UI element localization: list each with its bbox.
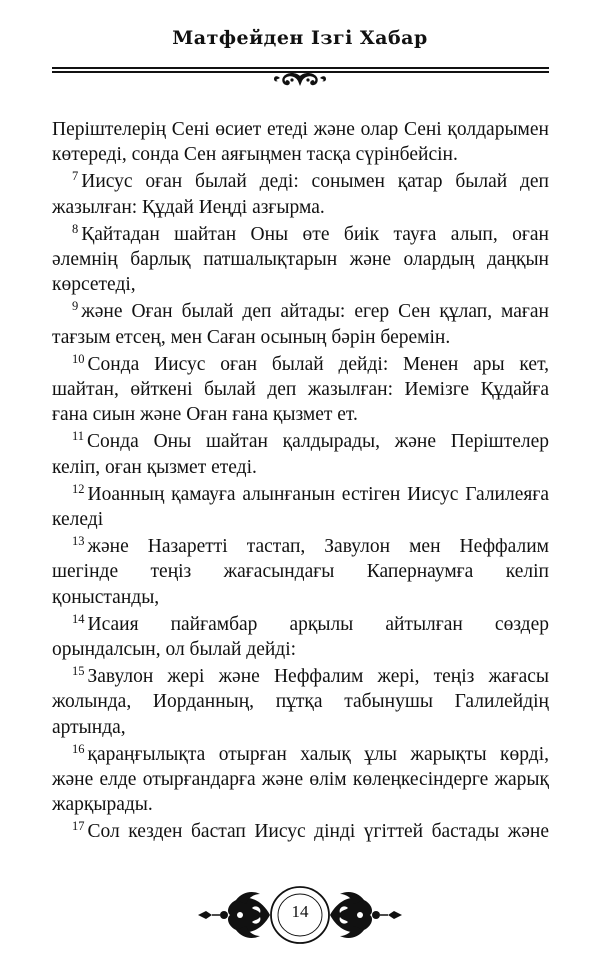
verse-text: Исаия пайғамбар арқылы айтылған сөздер орындалсын, ол былай дейді: [52,613,549,661]
verse-number: 8 [72,221,79,236]
verse-text: Завулон жері және Неффалим жері, теңіз жағасы жолында, Иорданның, пұтқа табынушы Галилейдің артында, [52,666,549,738]
verse-15 [52,664,549,740]
verse-text: Сол кезден бастап Иисус дінді үгіттей бастады және [87,821,549,843]
verse-11 [52,429,549,479]
verse-number: 7 [72,169,79,184]
verse-text: Сонда Иисус оған былай дейді: Менен ары кет, шайтан, өйткені былай деп жазылған: Иемізге Құдайға ғана сиын және Оған ғана қызмет ет. [52,353,549,426]
verse-number: 10 [72,351,85,366]
verse-text: Иисус оған былай деді: сонымен қатар былай деп жазылған: Құдай Иеңді азғырма. [52,171,549,218]
verse-17 [52,819,549,844]
verse-14 [52,612,549,662]
verse-number: 15 [72,664,85,679]
verse-13 [52,534,549,610]
page-number: 14 [291,902,309,921]
verse-continuation: Періштелерің Сені өсиет етеді және олар Сені қолдарымен көтереді, сонда Сен аяғыңмен тасқа сүрінбейсін. [52,119,549,166]
header-rule-top [52,67,549,69]
verse-text: Қайтадан шайтан Оны өте биік тауға алып, оған әлемнің барлық патшалықтарын және олардың даңқын көрсетеді, [52,223,549,296]
page-footer [190,880,410,950]
running-header-title: Матфейден Ізгі Хабар [172,27,428,49]
floral-divider-ornament-icon [270,70,330,90]
verse-number: 12 [72,481,85,496]
verse-text: және Назаретті тастап, Завулон мен Неффалим шегінде теңіз жағасындағы Капернаумға келіп қоныстанды, [52,536,549,608]
scripture-text [52,117,549,847]
verse-7 [52,169,549,219]
verse-number: 17 [72,819,85,834]
verse-9 [52,299,549,349]
verse-text: және Оған былай деп айтады: егер Сен құлап, маған тағзым етсең, мен Саған осының бәрін беремін. [52,301,549,348]
verse-number: 16 [72,741,85,756]
verse-number: 11 [72,429,85,444]
verse-12 [52,482,549,532]
verse-number: 14 [72,611,85,626]
verse-16 [52,742,549,818]
verse-8 [52,222,549,298]
verse-number: 9 [72,299,79,314]
verse-10 [52,352,549,428]
verse-number: 13 [72,534,85,549]
verse-text: Сонда Оны шайтан қалдырады, және Періштелер келіп, оған қызмет етеді. [52,431,549,478]
verse-text: Иоанның қамауға алынғанын естіген Иисус Галилеяға келеді [52,483,549,531]
verse-text: қараңғылықта отырған халық ұлы жарықты көрді, және елде отырғандарға және өлім көлеңкесіндерге жарық жарқырады. [52,743,549,816]
